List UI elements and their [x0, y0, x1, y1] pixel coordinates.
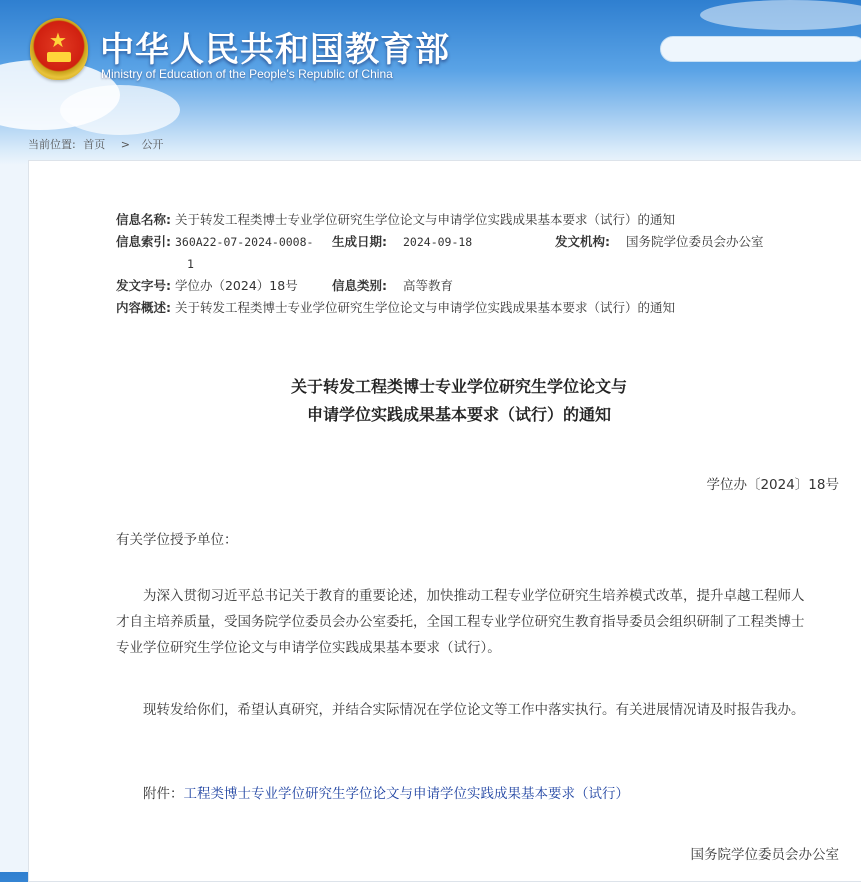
meta-row-docnum [116, 275, 675, 297]
site-subtitle: Ministry of Education of the People's Republic of China [101, 67, 393, 81]
signature: 国务院学位委员会办公室 [690, 847, 839, 863]
breadcrumb [28, 136, 167, 152]
breadcrumb-prefix: 当前位置: [28, 138, 76, 151]
meta-summary-label: 内容概述: [116, 300, 171, 315]
cloud-decoration [60, 85, 180, 135]
meta-index-label: 信息索引: [116, 234, 171, 249]
attachment-line [116, 781, 816, 807]
meta-docnum-label: 发文字号: [116, 278, 171, 293]
star-icon: ★ [49, 28, 67, 52]
breadcrumb-separator-icon: > [120, 138, 130, 151]
content-panel [28, 160, 861, 882]
meta-name-label: 信息名称: [116, 212, 171, 227]
meta-row-index [116, 231, 764, 253]
national-emblem-logo[interactable] [30, 18, 88, 80]
breadcrumb-home-link[interactable]: 首页 [83, 138, 106, 151]
article-title-line-1: 关于转发工程类博士专业学位研究生学位论文与 [290, 377, 627, 396]
meta-index-value-cont: 1 [187, 257, 194, 271]
body-paragraph-1: 为深入贯彻习近平总书记关于教育的重要论述，加快推动工程专业学位研究生培养模式改革，提升卓越工程师人才自主培养质量，受国务院学位委员会办公室委托，全国工程专业学位研究生教育指导委员会组织研制了工程类博士专业学位研究生学位论文与申请学位实践成果基本要求（试行）。 [116, 588, 805, 656]
gate-icon [47, 52, 71, 62]
meta-row-index-cont [116, 253, 675, 275]
meta-index-value: 360A22-07-2024-0008- [174, 235, 314, 249]
site-header [0, 0, 861, 130]
article-title-line-2: 申请学位实践成果基本要求（试行）的通知 [306, 405, 611, 424]
attachment-link[interactable]: 工程类博士专业学位研究生学位论文与申请学位实践成果基本要求（试行） [183, 786, 629, 802]
search-input[interactable] [660, 36, 861, 62]
salutation: 有关学位授予单位： [116, 532, 238, 548]
cloud-decoration [700, 0, 861, 30]
body-paragraph-2: 现转发给你们，希望认真研究，并结合实际情况在学位论文等工作中落实执行。有关进展情况请及时报告我办。 [143, 702, 805, 718]
breadcrumb-current[interactable]: 公开 [141, 138, 164, 151]
meta-row-name [116, 209, 675, 231]
site-title[interactable]: 中华人民共和国教育部 [100, 30, 450, 70]
meta-org-value: 国务院学位委员会办公室 [626, 234, 764, 249]
meta-summary-value: 关于转发工程类博士专业学位研究生学位论文与申请学位实践成果基本要求（试行）的通知 [174, 300, 675, 315]
meta-docnum-value: 学位办（2024）18号 [174, 278, 298, 293]
info-metadata [116, 209, 764, 319]
attachment-label: 附件： [143, 786, 184, 802]
meta-category-value: 高等教育 [403, 278, 454, 293]
meta-category-label: 信息类别: [332, 278, 387, 293]
meta-date-value: 2024-09-18 [403, 235, 473, 249]
meta-name-value: 关于转发工程类博士专业学位研究生学位论文与申请学位实践成果基本要求（试行）的通知 [174, 212, 675, 227]
meta-org-label: 发文机构: [555, 234, 610, 249]
meta-row-summary [116, 297, 675, 319]
meta-date-label: 生成日期: [332, 234, 387, 249]
document-number: 学位办〔2024〕18号 [706, 477, 839, 493]
